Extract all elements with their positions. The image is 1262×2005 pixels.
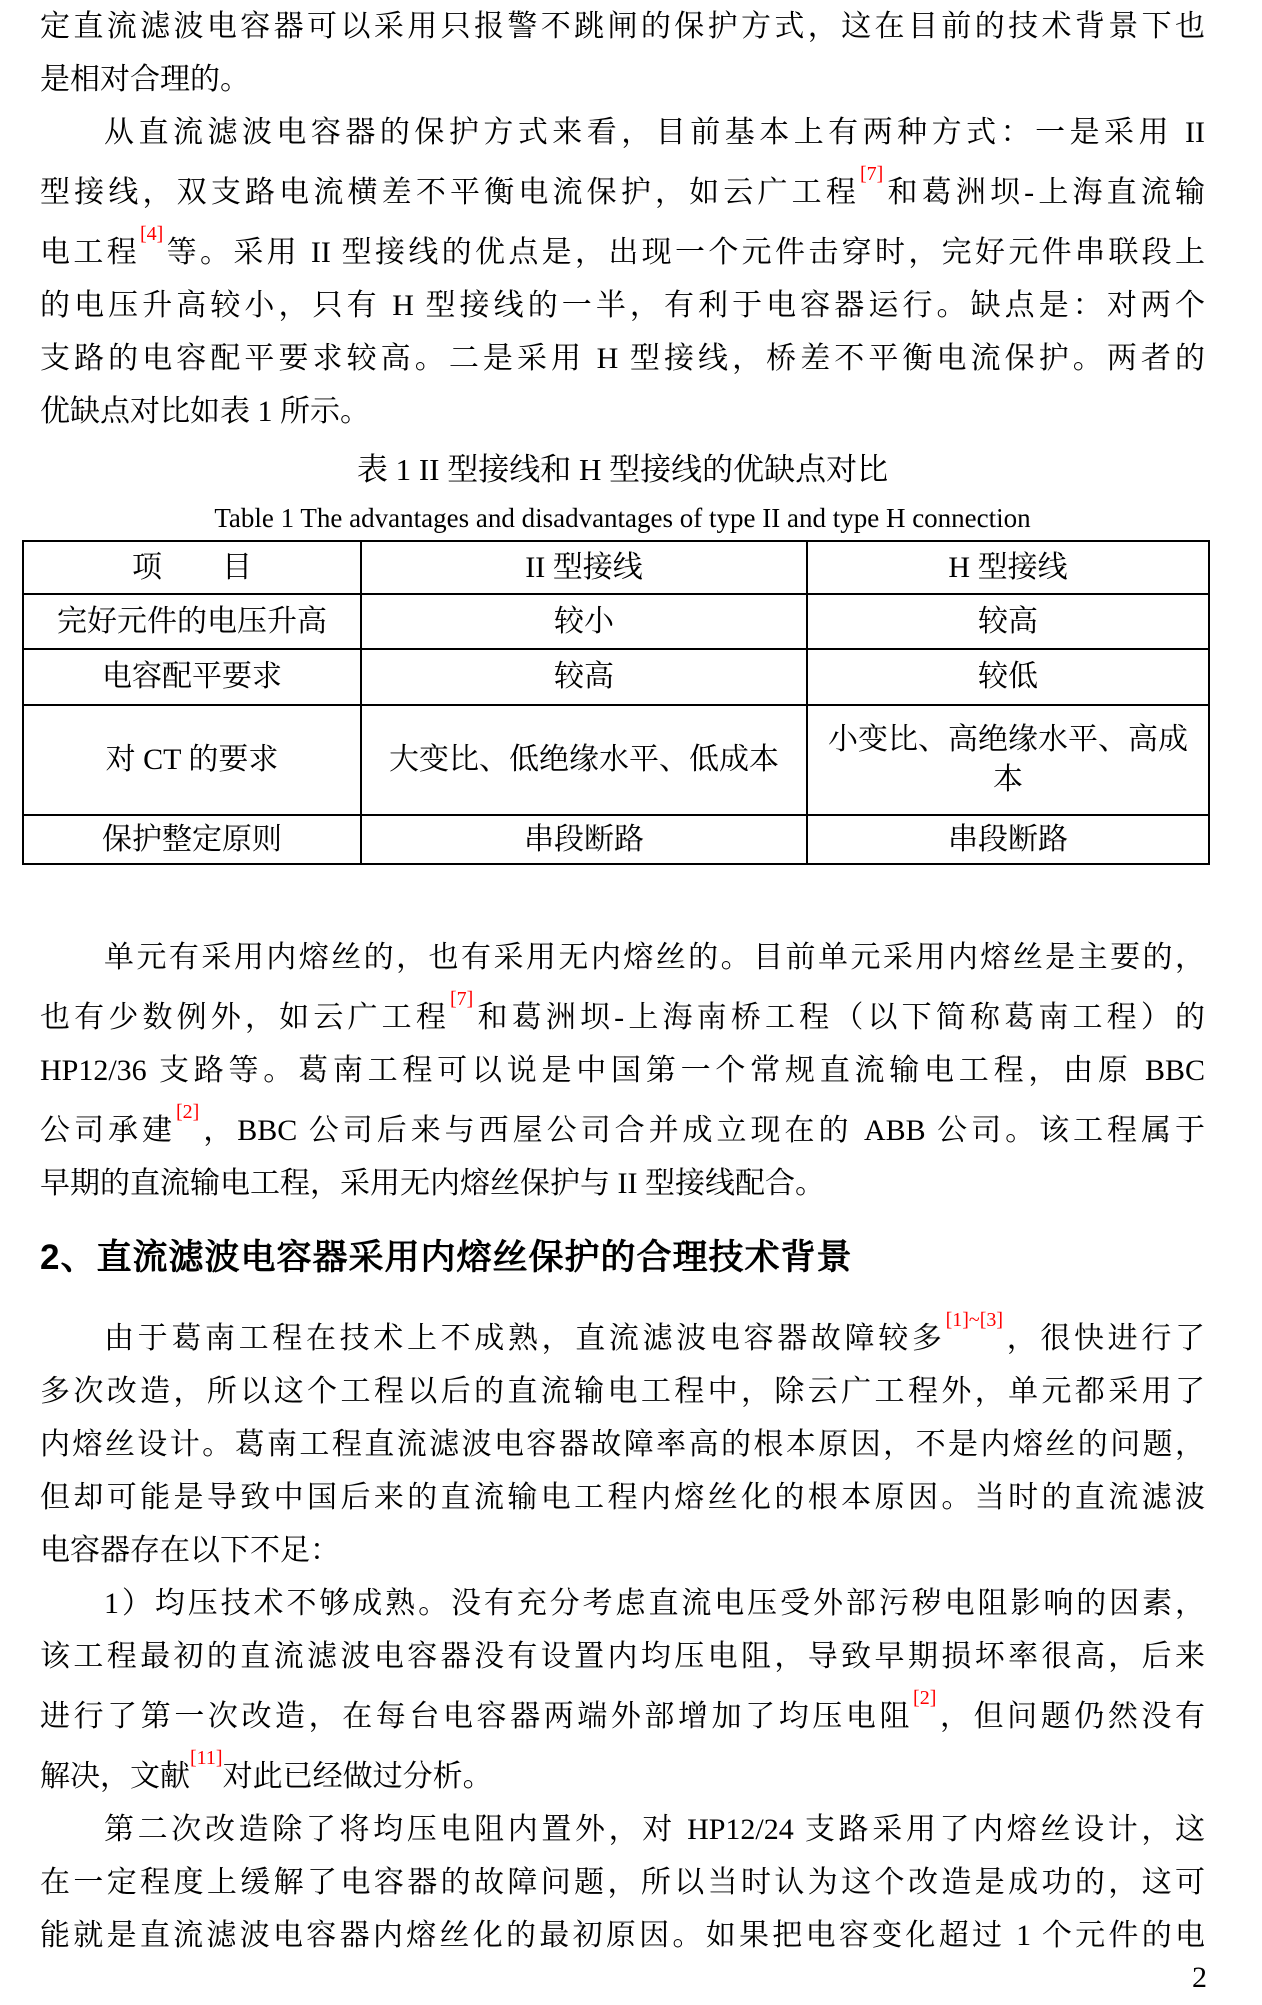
text-line: 优缺点对比如表 1 所示。 xyxy=(40,395,370,428)
line-text: 型接线，双支路电流横差不平衡电流保护，如云广工程 xyxy=(40,176,861,209)
line-text: ，但问题仍然没有 xyxy=(936,1700,1206,1733)
text-line: 该工程最初的直流滤波电容器没有设置内均压电阻，导致早期损坏率很高，后来 xyxy=(40,1640,1205,1673)
section-heading: 2、直流滤波电容器采用内熔丝保护的合理技术背景 xyxy=(40,1238,853,1277)
text-line: 但却可能是导致中国后来的直流输电工程内熔丝化的根本原因。当时的直流滤波 xyxy=(40,1481,1205,1514)
line-text: 电工程 xyxy=(40,236,141,269)
text-line: 的电压升高较小，只有 H 型接线的一半，有利于电容器运行。缺点是：对两个 xyxy=(40,289,1205,322)
text-line xyxy=(40,1683,1205,1743)
table-header-row xyxy=(23,541,1209,594)
table-row xyxy=(23,705,1209,815)
reference-marker: [2] xyxy=(175,1101,200,1123)
table-cell: 串段断路 xyxy=(807,815,1209,864)
text-line: 在一定程度上缓解了电容器的故障问题，所以当时认为这个改造是成功的，这可 xyxy=(40,1866,1205,1899)
table-cell: 较小 xyxy=(361,594,807,649)
text-line xyxy=(40,219,1205,279)
text-line xyxy=(40,159,1205,219)
page-number: 2 xyxy=(1192,1961,1207,1994)
table-caption-en: Table 1 The advantages and disadvantages of type II and type H connection xyxy=(214,503,1031,533)
table-header-cell: II 型接线 xyxy=(361,541,807,594)
text-line: 从直流滤波电容器的保护方式来看，目前基本上有两种方式：一是采用 II xyxy=(104,116,1205,149)
line-text: 等。采用 II 型接线的优点是，出现一个元件击穿时，完好元件串联段上 xyxy=(163,236,1206,269)
reference-marker: [11] xyxy=(190,1747,223,1769)
table-cell: 较高 xyxy=(361,649,807,705)
table-row xyxy=(23,649,1209,705)
text-line: 多次改造，所以这个工程以后的直流输电工程中，除云广工程外，单元都采用了 xyxy=(40,1375,1205,1408)
text-line: 是相对合理的。 xyxy=(40,63,250,96)
text-line: 支路的电容配平要求较高。二是采用 H 型接线，桥差不平衡电流保护。两者的 xyxy=(40,342,1205,375)
reference-marker: [7] xyxy=(860,163,884,185)
table-cell: 较高 xyxy=(807,594,1209,649)
paragraph xyxy=(40,1305,1205,1577)
reference-marker: [7] xyxy=(450,988,474,1010)
paragraph xyxy=(40,1577,1205,1803)
table-cell: 串段断路 xyxy=(361,815,807,864)
text-line: 早期的直流输电工程，采用无内熔丝保护与 II 型接线配合。 xyxy=(40,1167,825,1200)
line-text: 和葛洲坝-上海直流输 xyxy=(883,176,1206,209)
text-line xyxy=(40,1097,1205,1157)
table-row xyxy=(23,594,1209,649)
text-line: 内熔丝设计。葛南工程直流滤波电容器故障率高的根本原因，不是内熔丝的问题， xyxy=(40,1428,1205,1461)
table-cell: 保护整定原则 xyxy=(23,815,361,864)
reference-marker: [2] xyxy=(913,1687,937,1709)
line-text: 公司承建 xyxy=(40,1114,176,1147)
text-line xyxy=(40,984,1205,1044)
table-cell: 电容配平要求 xyxy=(23,649,361,705)
comparison-table xyxy=(22,540,1210,865)
line-text: 进行了第一次改造，在每台电容器两端外部增加了均压电阻 xyxy=(40,1700,914,1733)
table-cell: 完好元件的电压升高 xyxy=(23,594,361,649)
paragraph xyxy=(40,1803,1205,1962)
table-row xyxy=(23,815,1209,864)
table-cell: 小变比、高绝缘水平、高成本 xyxy=(807,705,1209,815)
paragraph xyxy=(40,931,1205,1210)
text-line: 1）均压技术不够成熟。没有充分考虑直流电压受外部污秽电阻影响的因素， xyxy=(104,1587,1205,1620)
table-header-cell: H 型接线 xyxy=(807,541,1209,594)
text-line xyxy=(40,1305,1205,1365)
line-text: 解决，文献 xyxy=(40,1760,190,1793)
table-cell: 较低 xyxy=(807,649,1209,705)
text-line: 第二次改造除了将均压电阻内置外，对 HP12/24 支路采用了内熔丝设计，这 xyxy=(104,1813,1205,1846)
text-line: 单元有采用内熔丝的，也有采用无内熔丝的。目前单元采用内熔丝是主要的， xyxy=(104,941,1205,974)
table-caption-zh: 表 1 II 型接线和 H 型接线的优缺点对比 xyxy=(356,452,889,487)
line-text: 也有少数例外，如云广工程 xyxy=(40,1001,451,1034)
table-cell: 对 CT 的要求 xyxy=(23,705,361,815)
text-line: 电容器存在以下不足： xyxy=(40,1534,340,1567)
text-line: HP12/36 支路等。葛南工程可以说是中国第一个常规直流输电工程，由原 BBC xyxy=(40,1054,1205,1087)
line-text: 对此已经做过分析。 xyxy=(222,1760,493,1793)
paragraph xyxy=(40,0,1205,106)
text-line xyxy=(40,1743,1205,1803)
reference-marker: [1]~[3] xyxy=(945,1309,1004,1331)
line-text: 由于葛南工程在技术上不成熟，直流滤波电容器故障较多 xyxy=(104,1322,946,1355)
line-text: ，很快进行了 xyxy=(1003,1322,1206,1355)
text-line: 能就是直流滤波电容器内熔丝化的最初原因。如果把电容变化超过 1 个元件的电 xyxy=(40,1919,1205,1952)
text-line: 定直流滤波电容器可以采用只报警不跳闸的保护方式，这在目前的技术背景下也 xyxy=(40,10,1205,43)
table-cell: 大变比、低绝缘水平、低成本 xyxy=(361,705,807,815)
reference-marker: [4] xyxy=(140,223,164,245)
line-text: 和葛洲坝-上海南桥工程（以下简称葛南工程）的 xyxy=(473,1001,1206,1034)
table-header-cell: 项 目 xyxy=(23,541,361,594)
paragraph xyxy=(40,106,1205,438)
line-text: ，BBC 公司后来与西屋公司合并成立现在的 ABB 公司。该工程属于 xyxy=(199,1114,1206,1147)
